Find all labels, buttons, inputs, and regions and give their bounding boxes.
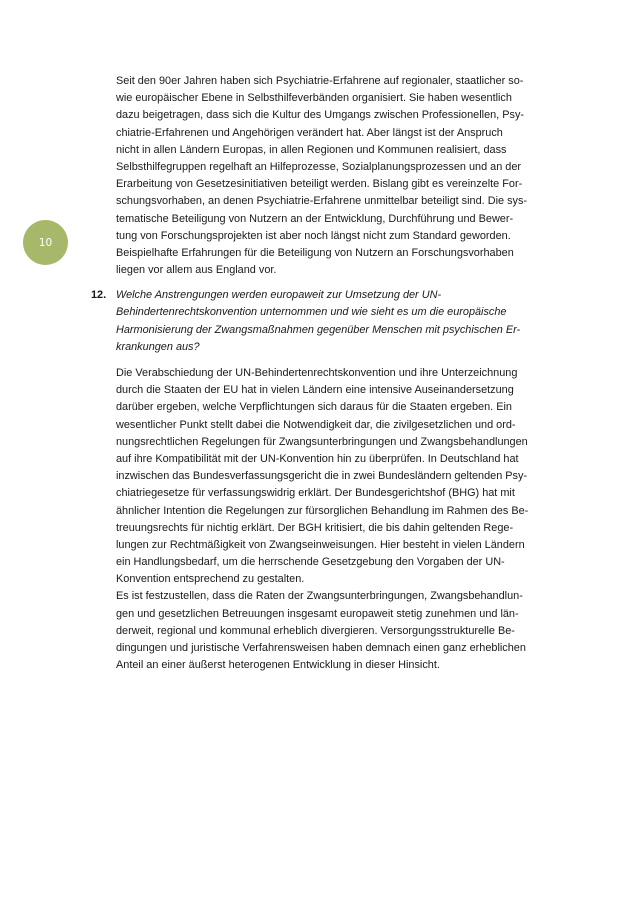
question-line: Welche Anstrengungen werden europaweit zur Umsetzung der UN- [116,289,442,302]
page-number-badge [23,220,68,265]
text-line: dingungen und juristische Verfahrensweisen haben demnach einen ganz erheblichen [116,642,526,654]
text-line: Konvention entsprechend zu gestalten. [116,573,305,586]
text-line: chiatrie-Erfahrenen und Angehörigen verändert hat. Aber längst ist der Anspruch [116,126,503,139]
text-line: durch die Staaten der EU hat in vielen Ländern eine intensive Auseinandersetzung [116,384,514,397]
text-line: derweit, regional und kommunal erheblich divergieren. Versorgungsstrukturelle Be- [116,624,515,637]
text-line: Beispielhafte Erfahrungen für die Beteiligung von Nutzern an Forschungsvorhaben [116,246,514,259]
text-line: wesentlicher Punkt stellt dabei die Notwendigkeit dar, die zivilgesetzlichen und ord- [116,418,516,431]
text-line: Seit den 90er Jahren haben sich Psychiatrie-Erfahrene auf regionaler, staatlicher so- [116,75,524,87]
text-line: darüber ergeben, welche Verpflichtungen sich daraus für die Staaten ergeben. Ein [116,401,512,414]
text-line: ein Handlungsbedarf, um die herrschende Gesetzgebung den Vorgaben der UN- [116,556,505,569]
text-line: Es ist festzustellen, dass die Raten der Zwangsunterbringungen, Zwangsbehandlun- [116,590,523,603]
text-line: Die Verabschiedung der UN-Behindertenrechtskonvention und ihre Unterzeichnung [116,367,518,379]
text-line: liegen vor allem aus England vor. [116,264,277,277]
text-line: gen und gesetzlichen Betreuungen insgesamt europaweit stetig zunehmen und län- [116,607,519,620]
text-line: auf ihre Kompatibilität mit der UN-Konvention hin zu überprüfen. In Deutschland hat [116,452,519,465]
answer-paragraph [116,365,568,674]
text-line: dazu beigetragen, dass sich die Kultur des Umgangs zwischen Professionellen, Psy- [116,109,525,122]
text-line: Anteil an einer äußerst heterogenen Entwicklung in dieser Hinsicht. [116,659,440,672]
text-line: schungsvorhaben, an denen Psychiatrie-Erfahrene unmittelbar beteiligt sind. Die sys- [116,195,528,208]
question-text [116,287,568,356]
text-line: Erarbeitung von Gesetzesinitiativen beteiligt werden. Bislang gibt es vereinzelte For- [116,178,523,191]
text-line: lungen zur Rechtmäßigkeit von Zwangseinweisungen. Hier besteht in vielen Ländern [116,538,525,551]
question-line: krankungen aus? [116,340,200,353]
text-line: nungsrechtlichen Regelungen für Zwangsunterbringungen und Zwangsbehandlungen [116,435,528,448]
question-block [91,287,568,356]
text-line: tung von Forschungsprojekten ist aber noch längst nicht zum Standard geworden. [116,229,511,242]
text-line: ähnlicher Intention die Regelungen zur fürsorglichen Behandlung im Rahmen des Be- [116,504,529,517]
text-line: wie europäischer Ebene in Selbsthilfeverbänden organisiert. Sie haben wesentlich [116,92,512,105]
text-line: Selbsthilfegruppen regelhaft an Hilfeprozesse, Sozialplanungsprozessen und an der [116,160,522,173]
text-line: tematische Beteiligung von Nutzern an der Entwicklung, Durchführung und Bewer- [116,212,514,225]
page-content [91,73,568,674]
text-line: treuungsrechts für nichtig erklärt. Der BGH kritisiert, die bis dahin geltenden Rege- [116,521,514,534]
question-number: 12. [91,289,107,302]
text-line: nicht in allen Ländern Europas, in allen Regionen und Kommunen realisiert, dass [116,143,507,156]
text-line: inzwischen das Bundesverfassungsgericht die in zwei Bundesländern geltenden Psy- [116,470,528,483]
intro-paragraph [116,73,568,279]
question-line: Behindertenrechtskonvention unternommen und wie sieht es um die europäische [116,306,507,319]
question-line: Harmonisierung der Zwangsmaßnahmen gegenüber Menschen mit psychischen Er- [116,323,521,336]
page-number: 10 [38,236,53,249]
text-line: chiatriegesetze für verfassungswidrig erklärt. Der Bundesgerichtshof (BHG) hat mit [116,487,515,500]
